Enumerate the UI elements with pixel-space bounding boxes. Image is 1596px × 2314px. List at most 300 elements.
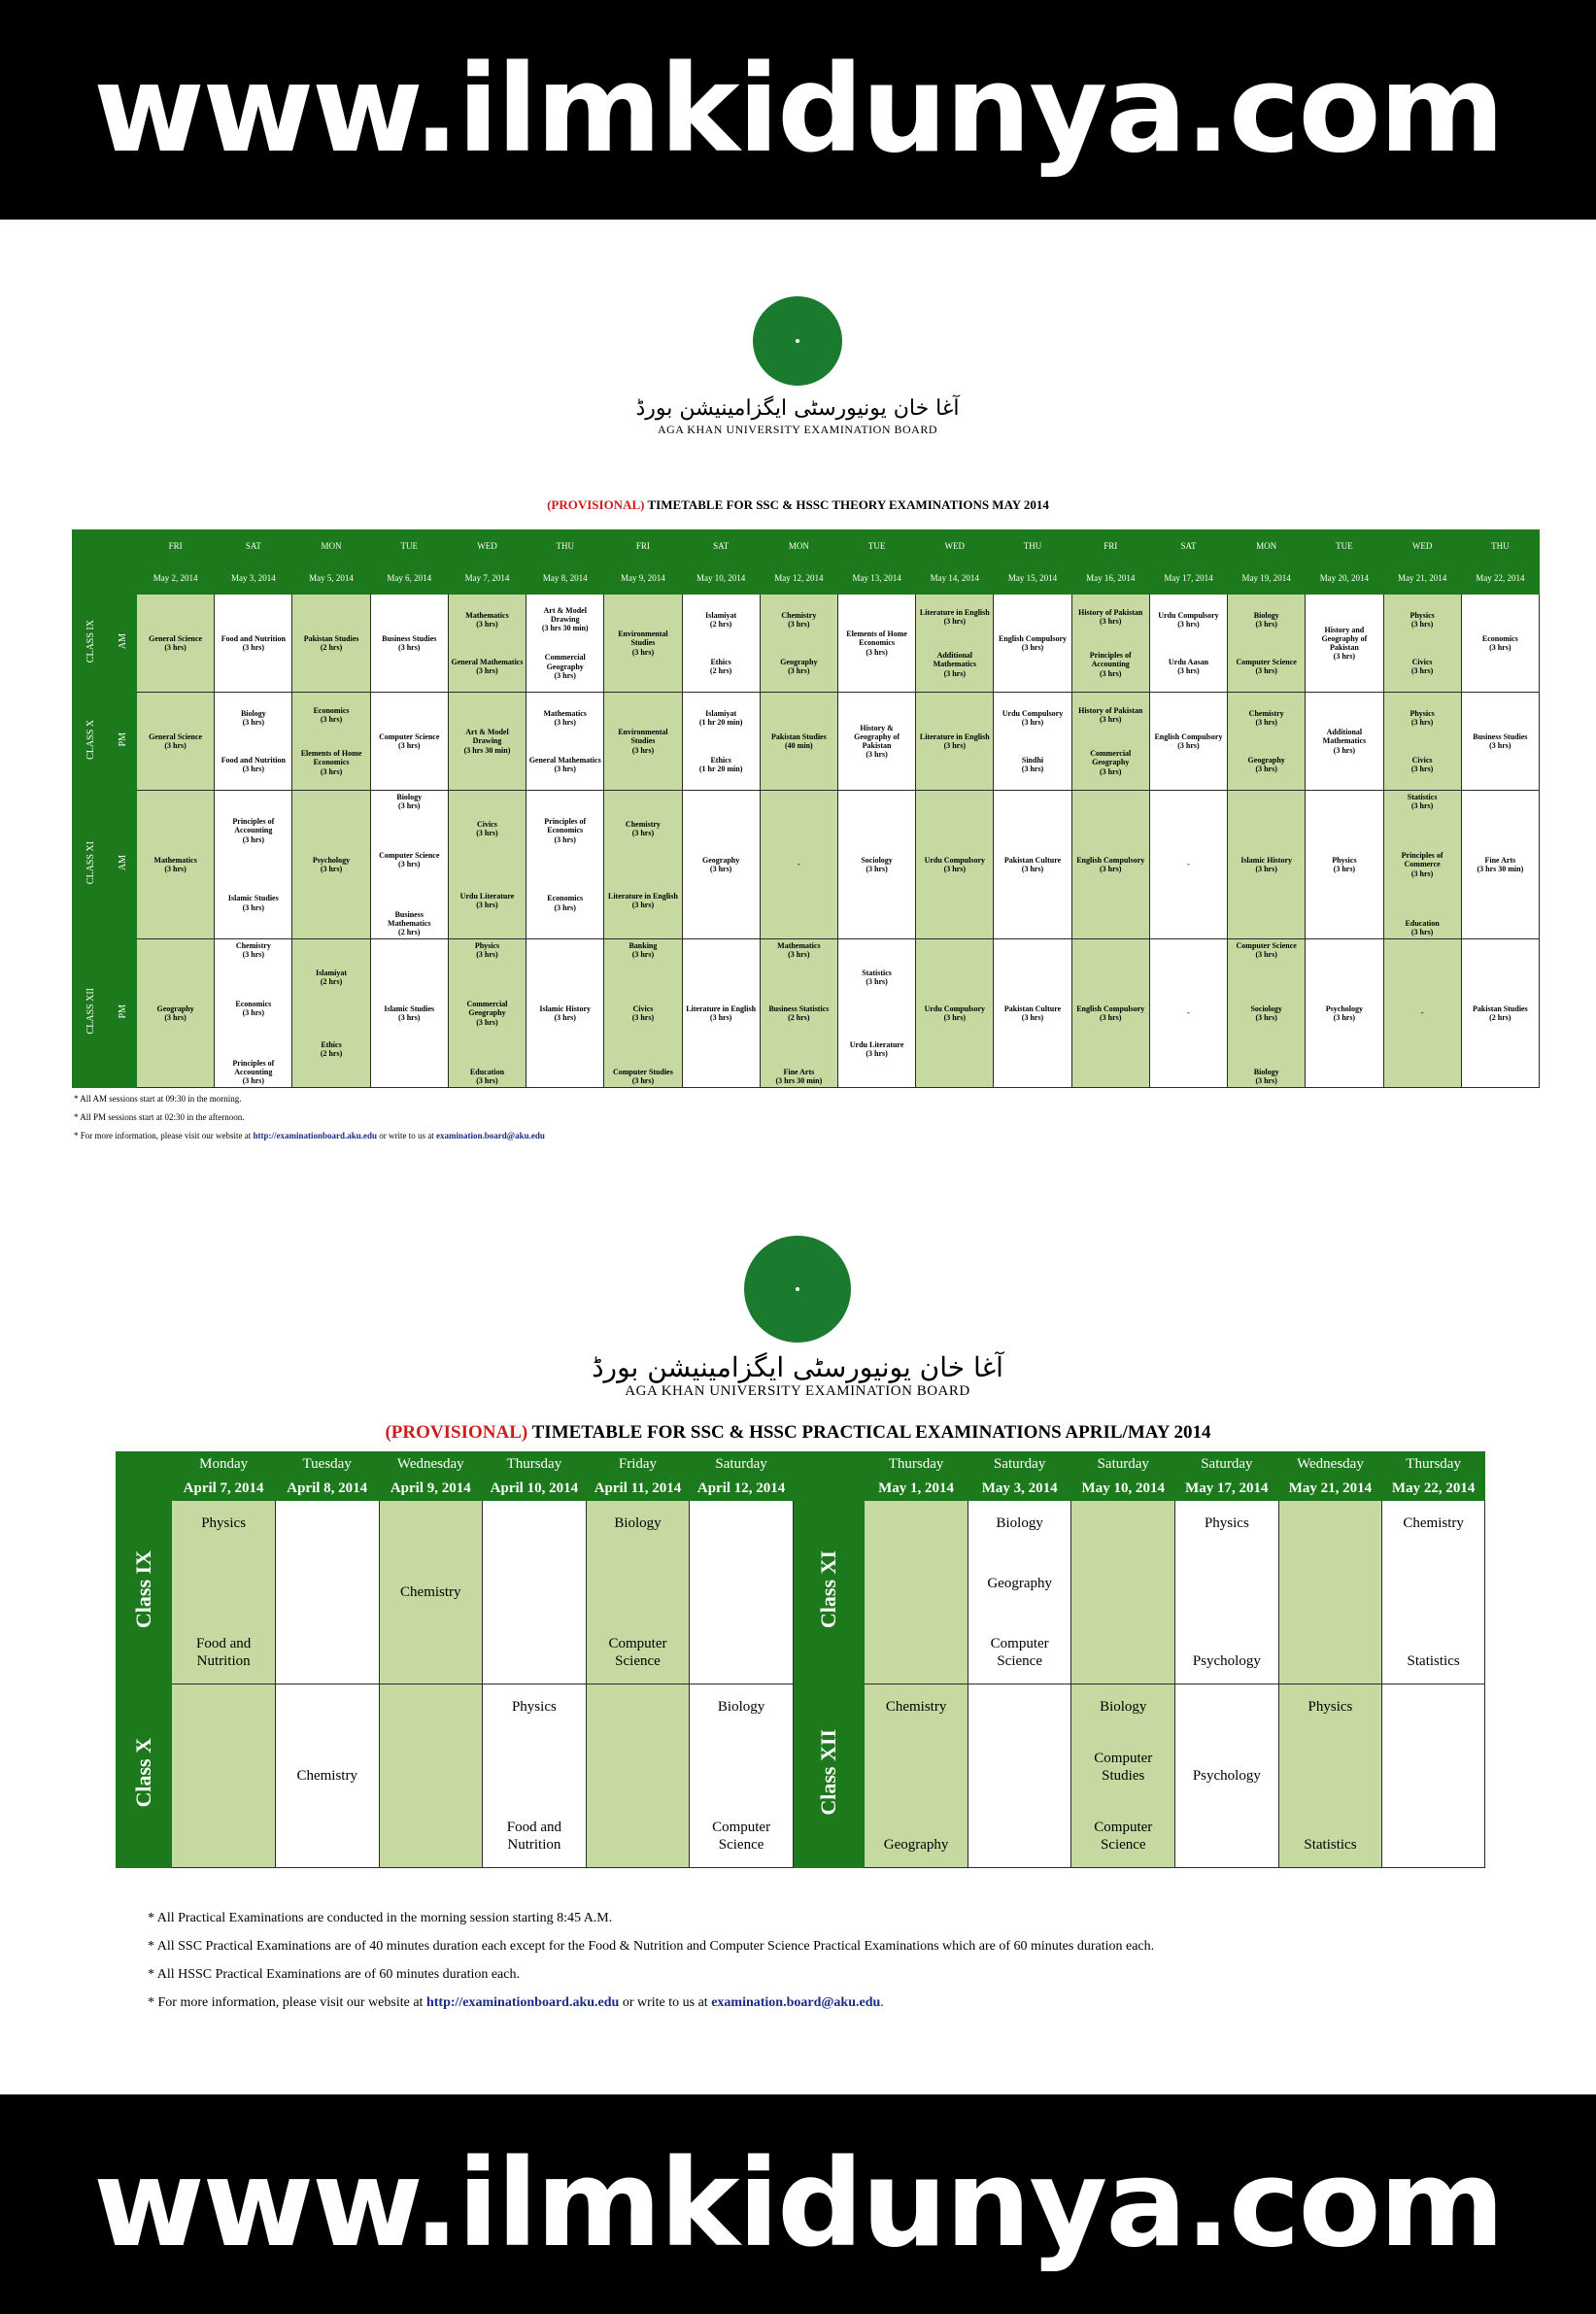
exam-cell-content bbox=[684, 695, 759, 789]
exam-cell bbox=[604, 791, 682, 939]
exam-cell-content bbox=[216, 941, 290, 1086]
exam-cell-content bbox=[527, 596, 602, 691]
exam-cell-content bbox=[278, 1503, 377, 1682]
exam-cell bbox=[994, 791, 1071, 939]
class-label bbox=[793, 1501, 864, 1684]
exam-subject: History and Geography of Pakistan (3 hrs) bbox=[1321, 625, 1368, 662]
exam-cell-content bbox=[1229, 793, 1304, 937]
exam-subject: Psychology (3 hrs) bbox=[312, 855, 351, 873]
exam-cell-content bbox=[1151, 596, 1226, 691]
board-logo-theory bbox=[603, 296, 992, 437]
session-label bbox=[110, 791, 137, 939]
exam-cell-content bbox=[1463, 596, 1538, 691]
site-banner-top[interactable]: www.ilmkidunya.com bbox=[0, 0, 1596, 220]
exam-cell bbox=[968, 1684, 1071, 1868]
exam-cell bbox=[1071, 693, 1149, 791]
exam-subject: Geography (3 hrs) bbox=[156, 1004, 194, 1022]
day-header: Friday bbox=[586, 1452, 690, 1477]
exam-cell bbox=[760, 939, 837, 1088]
theory-note-info: * For more information, please visit our website at http://examinationboard.aku.edu or write to us at examination.board@aku.edu bbox=[74, 1131, 545, 1140]
exam-subject: Physics bbox=[201, 1515, 247, 1531]
exam-cell-content bbox=[605, 695, 680, 789]
exam-cell bbox=[1306, 939, 1383, 1088]
exam-cell-content bbox=[527, 941, 602, 1086]
exam-cell bbox=[1383, 693, 1461, 791]
exam-cell bbox=[1461, 791, 1539, 939]
class-label-text: Class XII bbox=[815, 1729, 840, 1817]
exam-cell bbox=[448, 595, 526, 693]
exam-subject: English Compulsory (3 hrs) bbox=[1076, 1004, 1145, 1022]
exam-cell bbox=[916, 693, 994, 791]
exam-subject: Civics (3 hrs) bbox=[476, 819, 498, 837]
exam-cell bbox=[1149, 791, 1227, 939]
theory-corner bbox=[73, 530, 137, 595]
date-header: May 13, 2014 bbox=[837, 562, 915, 595]
day-header: MON bbox=[760, 530, 837, 562]
exam-cell bbox=[1149, 939, 1227, 1088]
exam-cell bbox=[1306, 693, 1383, 791]
exam-subject: Physics bbox=[1307, 1699, 1353, 1715]
exam-subject: Biology bbox=[717, 1699, 765, 1715]
exam-cell bbox=[137, 791, 215, 939]
exam-cell-content bbox=[605, 596, 680, 691]
exam-cell-content bbox=[1307, 695, 1381, 789]
day-header: MON bbox=[292, 530, 370, 562]
date-header: May 7, 2014 bbox=[448, 562, 526, 595]
exam-cell bbox=[1383, 791, 1461, 939]
day-header: WED bbox=[916, 530, 994, 562]
exam-cell-content bbox=[527, 695, 602, 789]
exam-subject: Biology bbox=[1100, 1699, 1147, 1715]
exam-cell bbox=[215, 939, 292, 1088]
board-name: AGA KHAN UNIVERSITY EXAMINATION BOARD bbox=[625, 1383, 970, 1399]
exam-cell-content bbox=[762, 941, 836, 1086]
date-header: May 5, 2014 bbox=[292, 562, 370, 595]
practical-note-timing: * All Practical Examinations are conducted in the morning session starting 8:45 A.M. bbox=[148, 1911, 613, 1925]
exam-cell-content bbox=[839, 695, 914, 789]
practical-notes bbox=[148, 1904, 1154, 2017]
exam-cell-content bbox=[138, 941, 213, 1086]
exam-subject: Literature in English (3 hrs) bbox=[686, 1004, 757, 1022]
exam-subject: General Mathematics (3 hrs) bbox=[451, 658, 524, 676]
exam-cell bbox=[604, 693, 682, 791]
exam-cell-content bbox=[995, 596, 1070, 691]
exam-subject: Mathematics (3 hrs) bbox=[543, 708, 587, 727]
day-header: Thursday bbox=[865, 1452, 968, 1477]
exam-cell bbox=[865, 1501, 968, 1684]
exam-subject: Chemistry (3 hrs) bbox=[1248, 708, 1284, 727]
exam-cell bbox=[1071, 1684, 1175, 1868]
practical-corner-right bbox=[793, 1452, 864, 1501]
exam-subject: Chemistry (3 hrs) bbox=[235, 940, 271, 959]
practical-email-link[interactable]: examination.board@aku.edu bbox=[711, 1995, 881, 2010]
date-header: May 22, 2014 bbox=[1382, 1477, 1485, 1501]
exam-cell-content bbox=[866, 1503, 966, 1682]
exam-subject: Art & Model Drawing (3 hrs 30 min) bbox=[541, 605, 589, 633]
exam-subject: Urdu Aasan (3 hrs) bbox=[1168, 658, 1209, 676]
theory-title-text: TIMETABLE FOR SSC & HSSC THEORY EXAMINATIONS MAY 2014 bbox=[647, 497, 1049, 512]
exam-cell-content bbox=[1385, 793, 1460, 937]
exam-subject: Biology (3 hrs) bbox=[1253, 610, 1279, 629]
theory-row bbox=[73, 595, 1540, 693]
exam-subject: Computer Science bbox=[1094, 1820, 1153, 1853]
exam-cell-content bbox=[485, 1503, 584, 1682]
practical-note-info: * For more information, please visit our website at http://examinationboard.aku.edu or write to us at examination.board@aku.edu. bbox=[148, 1995, 884, 2010]
day-header: Wednesday bbox=[379, 1452, 483, 1477]
exam-cell-content bbox=[450, 695, 525, 789]
exam-cell-content bbox=[762, 596, 836, 691]
date-header: May 9, 2014 bbox=[604, 562, 682, 595]
exam-subject: Sociology (3 hrs) bbox=[1250, 1004, 1282, 1022]
exam-subject: Psychology (3 hrs) bbox=[1325, 1004, 1363, 1022]
exam-cell bbox=[994, 693, 1071, 791]
exam-subject: Psychology bbox=[1192, 1653, 1261, 1669]
exam-subject: Pakistan Studies (40 min) bbox=[771, 732, 827, 750]
exam-cell bbox=[1382, 1501, 1485, 1684]
exam-cell-content bbox=[605, 941, 680, 1086]
exam-cell-content bbox=[1385, 596, 1460, 691]
exam-cell-content bbox=[839, 941, 914, 1086]
theory-row bbox=[73, 693, 1540, 791]
exam-subject: Education (3 hrs) bbox=[469, 1068, 505, 1086]
exam-cell bbox=[370, 595, 448, 693]
exam-cell-content bbox=[216, 695, 290, 789]
class-label-text: CLASS X bbox=[85, 719, 96, 760]
exam-subject: Pakistan Culture (3 hrs) bbox=[1003, 855, 1062, 873]
exam-subject: Ethics (2 hrs) bbox=[320, 1040, 343, 1059]
day-header: Thursday bbox=[483, 1452, 587, 1477]
day-header: FRI bbox=[1071, 530, 1149, 562]
exam-cell bbox=[379, 1684, 483, 1868]
practical-note-ssc: * All SSC Practical Examinations are of 40 minutes duration each except for the Food & Nutrition and Computer Science Practical Examinations which are of 60 minutes duration each. bbox=[148, 1939, 1155, 1954]
exam-cell bbox=[1461, 693, 1539, 791]
exam-subject: Commercial Geography (3 hrs) bbox=[1090, 749, 1132, 776]
site-banner-bottom[interactable]: www.ilmkidunya.com bbox=[0, 2094, 1596, 2314]
exam-subject: Commercial Geography (3 hrs) bbox=[544, 653, 586, 680]
exam-subject: Civics (3 hrs) bbox=[1410, 756, 1434, 774]
exam-subject: Pakistan Studies (2 hrs) bbox=[303, 633, 359, 652]
exam-subject: Urdu Compulsory (3 hrs) bbox=[924, 1004, 986, 1022]
exam-cell-content bbox=[1073, 596, 1148, 691]
exam-cell-content bbox=[1229, 596, 1304, 691]
exam-subject: Islamic History (3 hrs) bbox=[539, 1004, 592, 1022]
exam-subject: Economics (3 hrs) bbox=[235, 1000, 272, 1018]
date-header: May 1, 2014 bbox=[865, 1477, 968, 1501]
exam-cell bbox=[215, 693, 292, 791]
class-label bbox=[793, 1684, 864, 1868]
exam-cell bbox=[1278, 1684, 1382, 1868]
day-header: TUE bbox=[1306, 530, 1383, 562]
class-label bbox=[73, 791, 110, 939]
exam-cell-content bbox=[762, 695, 836, 789]
exam-cell-content bbox=[762, 793, 836, 937]
exam-subject: Principles of Accounting (3 hrs) bbox=[232, 817, 275, 844]
practical-title bbox=[0, 1422, 1596, 1444]
theory-note-am: * All AM sessions start at 09:30 in the morning. bbox=[74, 1094, 242, 1104]
date-header: May 17, 2014 bbox=[1175, 1477, 1279, 1501]
exam-cell-content bbox=[278, 1686, 377, 1865]
exam-cell bbox=[1382, 1684, 1485, 1868]
exam-subject: Statistics bbox=[1304, 1837, 1357, 1853]
exam-subject: Food and Nutrition bbox=[506, 1820, 562, 1853]
exam-subject: Principles of Accounting (3 hrs) bbox=[232, 1058, 275, 1086]
exam-subject: Islamic History (3 hrs) bbox=[1240, 855, 1292, 873]
exam-subject: Business Statistics (2 hrs) bbox=[768, 1004, 830, 1022]
exam-subject: Sindhi (3 hrs) bbox=[1021, 756, 1044, 774]
exam-subject: Chemistry (3 hrs) bbox=[781, 610, 817, 629]
exam-subject: - bbox=[798, 860, 800, 869]
exam-cell-content bbox=[216, 596, 290, 691]
exam-cell bbox=[292, 693, 370, 791]
exam-cell-content bbox=[1307, 596, 1381, 691]
exam-cell-content bbox=[1177, 1503, 1276, 1682]
exam-cell bbox=[379, 1501, 483, 1684]
exam-cell-content bbox=[1073, 695, 1148, 789]
exam-cell bbox=[1306, 595, 1383, 693]
exam-cell-content bbox=[382, 1686, 481, 1865]
session-label bbox=[110, 939, 137, 1088]
exam-subject: Islamiyat (2 hrs) bbox=[705, 610, 737, 629]
class-label-text: CLASS XI bbox=[85, 841, 96, 885]
exam-subject: Islamiyat (2 hrs) bbox=[316, 968, 348, 986]
exam-cell-content bbox=[1463, 941, 1538, 1086]
exam-subject: Literature in English (3 hrs) bbox=[607, 892, 678, 910]
practical-corner-left bbox=[117, 1452, 172, 1501]
day-header: THU bbox=[1461, 530, 1539, 562]
exam-cell bbox=[1228, 939, 1306, 1088]
exam-cell-content bbox=[1281, 1686, 1380, 1865]
exam-cell bbox=[837, 791, 915, 939]
day-header: TUE bbox=[837, 530, 915, 562]
exam-cell bbox=[1383, 939, 1461, 1088]
class-label bbox=[73, 939, 110, 1088]
exam-subject: Computer Science bbox=[712, 1820, 771, 1853]
exam-cell-content bbox=[970, 1503, 1070, 1682]
exam-cell bbox=[837, 939, 915, 1088]
exam-subject: Geography (3 hrs) bbox=[780, 658, 818, 676]
day-header: SAT bbox=[1149, 530, 1227, 562]
board-urdu-name: آغا خان یونیورسٹی ایگزامینیشن بورڈ bbox=[635, 396, 960, 421]
practical-note-hssc: * All HSSC Practical Examinations are of 60 minutes duration each. bbox=[148, 1967, 520, 1982]
exam-subject: Business Studies (3 hrs) bbox=[382, 633, 437, 652]
exam-subject: Principles of Commerce (3 hrs) bbox=[1401, 851, 1443, 878]
exam-cell bbox=[682, 693, 760, 791]
exam-cell bbox=[292, 791, 370, 939]
theory-note-pm: * All PM sessions start at 02:30 in the afternoon. bbox=[74, 1112, 245, 1122]
date-header: May 14, 2014 bbox=[916, 562, 994, 595]
exam-cell-content bbox=[866, 1686, 966, 1865]
exam-cell-content bbox=[995, 941, 1070, 1086]
exam-subject: Chemistry bbox=[1403, 1515, 1464, 1531]
exam-cell-content bbox=[1073, 1503, 1172, 1682]
board-logo-practical bbox=[555, 1236, 1040, 1400]
exam-subject: Islamiyat (1 hr 20 min) bbox=[698, 708, 743, 727]
exam-cell-content bbox=[917, 695, 992, 789]
day-header: Tuesday bbox=[275, 1452, 379, 1477]
exam-subject: Environmental Studies (3 hrs) bbox=[618, 630, 668, 657]
exam-cell bbox=[526, 939, 604, 1088]
exam-cell bbox=[526, 595, 604, 693]
exam-subject: Urdu Compulsory (3 hrs) bbox=[924, 855, 986, 873]
exam-subject: Physics bbox=[511, 1699, 557, 1715]
exam-cell-content bbox=[589, 1686, 688, 1865]
day-header: Wednesday bbox=[1278, 1452, 1382, 1477]
date-header: May 6, 2014 bbox=[370, 562, 448, 595]
exam-subject: Physics (3 hrs) bbox=[474, 940, 500, 959]
exam-cell bbox=[837, 595, 915, 693]
exam-subject: Biology bbox=[614, 1515, 662, 1531]
exam-cell-content bbox=[917, 793, 992, 937]
class-label bbox=[117, 1684, 172, 1868]
day-header: Saturday bbox=[968, 1452, 1071, 1477]
exam-cell bbox=[837, 693, 915, 791]
exam-subject: History of Pakistan (3 hrs) bbox=[1078, 608, 1143, 627]
exam-cell bbox=[1149, 693, 1227, 791]
exam-cell bbox=[682, 939, 760, 1088]
date-header: May 20, 2014 bbox=[1306, 562, 1383, 595]
exam-cell bbox=[604, 595, 682, 693]
exam-subject: Physics (3 hrs) bbox=[1409, 708, 1435, 727]
exam-cell-content bbox=[372, 596, 447, 691]
exam-cell bbox=[215, 791, 292, 939]
exam-subject: Art & Model Drawing (3 hrs 30 min) bbox=[463, 728, 511, 755]
exam-subject: Geography bbox=[883, 1837, 949, 1853]
exam-cell bbox=[1175, 1501, 1279, 1684]
exam-cell-content bbox=[1073, 1686, 1172, 1865]
exam-subject: Urdu Compulsory (3 hrs) bbox=[1158, 610, 1219, 629]
exam-cell bbox=[865, 1684, 968, 1868]
day-header: MON bbox=[1228, 530, 1306, 562]
class-label-text: CLASS IX bbox=[85, 620, 96, 664]
exam-subject: Pakistan Studies (2 hrs) bbox=[1473, 1004, 1528, 1022]
class-label bbox=[117, 1501, 172, 1684]
exam-cell bbox=[994, 595, 1071, 693]
exam-subject: Environmental Studies (3 hrs) bbox=[618, 728, 668, 755]
exam-cell bbox=[968, 1501, 1071, 1684]
exam-subject: Geography (3 hrs) bbox=[1247, 756, 1285, 774]
exam-cell bbox=[526, 791, 604, 939]
date-header: April 10, 2014 bbox=[483, 1477, 587, 1501]
exam-cell-content bbox=[450, 596, 525, 691]
exam-cell-content bbox=[1151, 793, 1226, 937]
date-header: May 3, 2014 bbox=[215, 562, 292, 595]
exam-subject: History & Geography of Pakistan (3 hrs) bbox=[854, 723, 900, 760]
exam-subject: Computer Science (3 hrs) bbox=[1236, 940, 1297, 959]
exam-subject: Commercial Geography (3 hrs) bbox=[466, 1000, 508, 1027]
class-label-text: CLASS XII bbox=[85, 988, 96, 1035]
exam-subject: Civics (3 hrs) bbox=[1410, 658, 1434, 676]
day-header: Saturday bbox=[1071, 1452, 1175, 1477]
theory-title bbox=[0, 497, 1596, 513]
exam-cell-content bbox=[970, 1686, 1070, 1865]
exam-subject: Principles of Economics (3 hrs) bbox=[544, 817, 587, 844]
day-header: Monday bbox=[172, 1452, 276, 1477]
date-header: May 21, 2014 bbox=[1383, 562, 1461, 595]
exam-cell-content bbox=[995, 793, 1070, 937]
theory-row bbox=[73, 939, 1540, 1088]
exam-subject: Computer Science (3 hrs) bbox=[379, 732, 440, 750]
exam-cell-content bbox=[995, 695, 1070, 789]
exam-subject: Mathematics (3 hrs) bbox=[153, 855, 197, 873]
exam-subject: History of Pakistan (3 hrs) bbox=[1078, 706, 1143, 725]
exam-subject: Pakistan Culture (3 hrs) bbox=[1003, 1004, 1062, 1022]
exam-cell-content bbox=[1307, 793, 1381, 937]
day-header: Thursday bbox=[1382, 1452, 1485, 1477]
exam-cell bbox=[1461, 595, 1539, 693]
theory-website-link[interactable]: http://examinationboard.aku.edu bbox=[253, 1131, 377, 1140]
session-label-text: AM bbox=[117, 855, 128, 871]
date-header: April 11, 2014 bbox=[586, 1477, 690, 1501]
exam-subject: Business Mathematics (2 hrs) bbox=[388, 909, 431, 937]
session-label bbox=[110, 595, 137, 693]
session-label-text: PM bbox=[117, 1004, 128, 1019]
exam-cell-content bbox=[216, 793, 290, 937]
exam-cell-content bbox=[372, 695, 447, 789]
practical-timetable bbox=[116, 1451, 1485, 1868]
aku-seal-icon bbox=[753, 296, 842, 386]
day-header: SAT bbox=[215, 530, 292, 562]
exam-cell bbox=[370, 939, 448, 1088]
exam-subject: Computer Studies (3 hrs) bbox=[612, 1068, 673, 1086]
exam-cell-content bbox=[293, 695, 368, 789]
exam-cell-content bbox=[1385, 941, 1460, 1086]
exam-cell bbox=[483, 1501, 587, 1684]
date-header: May 15, 2014 bbox=[994, 562, 1071, 595]
exam-subject: General Mathematics (3 hrs) bbox=[528, 756, 601, 774]
date-header: May 3, 2014 bbox=[968, 1477, 1071, 1501]
exam-cell-content bbox=[1151, 941, 1226, 1086]
exam-cell-content bbox=[1384, 1503, 1482, 1682]
date-header: May 16, 2014 bbox=[1071, 562, 1149, 595]
exam-cell bbox=[1228, 693, 1306, 791]
day-header: WED bbox=[448, 530, 526, 562]
exam-cell-content bbox=[692, 1686, 791, 1865]
practical-website-link[interactable]: http://examinationboard.aku.edu bbox=[425, 1995, 620, 2010]
exam-subject: Economics (3 hrs) bbox=[547, 894, 584, 912]
day-header: SAT bbox=[682, 530, 760, 562]
exam-subject: Banking (3 hrs) bbox=[628, 940, 658, 959]
theory-email-link[interactable]: examination.board@aku.edu bbox=[436, 1131, 545, 1140]
exam-cell bbox=[1175, 1684, 1279, 1868]
exam-subject: Physics (3 hrs) bbox=[1409, 610, 1435, 629]
exam-subject: Additional Mathematics (3 hrs) bbox=[1322, 728, 1367, 755]
exam-cell bbox=[586, 1501, 690, 1684]
exam-cell bbox=[1306, 791, 1383, 939]
exam-cell-content bbox=[138, 793, 213, 937]
exam-subject: Chemistry bbox=[296, 1768, 357, 1784]
date-header: May 2, 2014 bbox=[137, 562, 215, 595]
exam-cell-content bbox=[1463, 695, 1538, 789]
exam-cell-content bbox=[293, 793, 368, 937]
theory-provisional-label: (PROVISIONAL) bbox=[547, 497, 645, 512]
exam-subject: Biology (3 hrs) bbox=[1253, 1068, 1279, 1086]
exam-cell bbox=[275, 1501, 379, 1684]
day-header: FRI bbox=[604, 530, 682, 562]
date-header: May 19, 2014 bbox=[1228, 562, 1306, 595]
exam-subject: Statistics (3 hrs) bbox=[862, 968, 892, 986]
exam-cell bbox=[137, 693, 215, 791]
exam-cell-content bbox=[450, 793, 525, 937]
practical-row bbox=[117, 1501, 1485, 1684]
exam-subject: Chemistry bbox=[885, 1699, 947, 1715]
theory-row bbox=[73, 791, 1540, 939]
exam-cell bbox=[448, 693, 526, 791]
exam-cell-content bbox=[589, 1503, 688, 1682]
day-header: THU bbox=[994, 530, 1071, 562]
exam-cell bbox=[1383, 595, 1461, 693]
exam-cell-content bbox=[1384, 1686, 1482, 1865]
date-header: April 9, 2014 bbox=[379, 1477, 483, 1501]
